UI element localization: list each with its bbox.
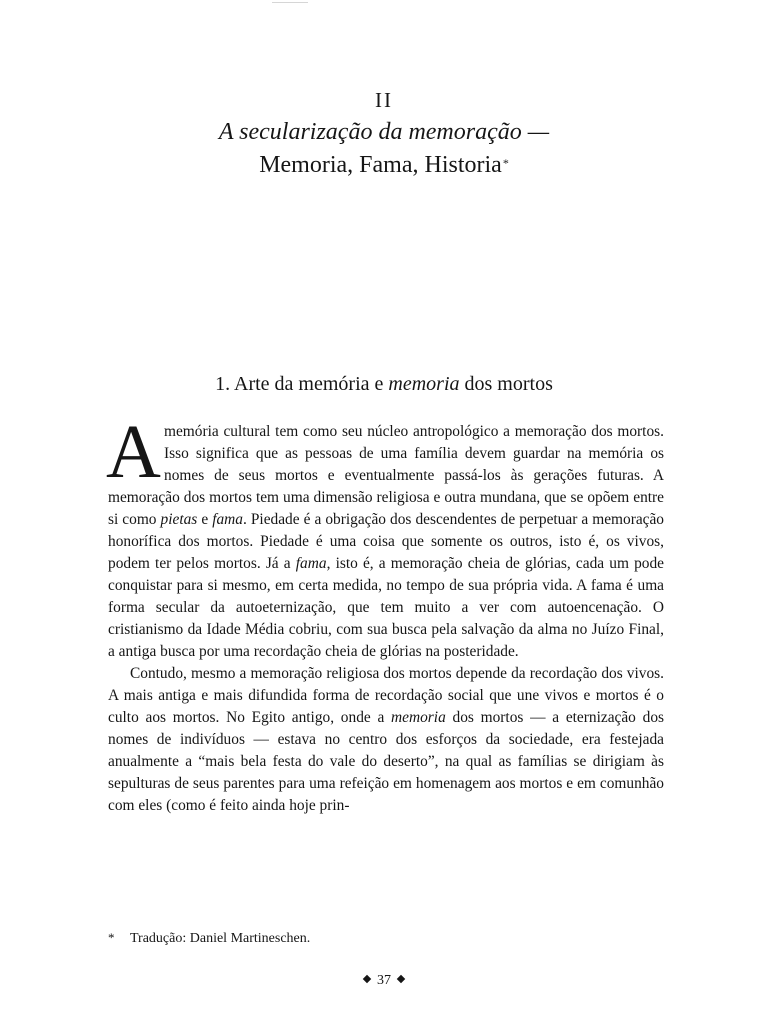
- paragraph-2: [108, 663, 664, 817]
- diamond-bullet-icon: [397, 975, 405, 983]
- page-number-line: [0, 972, 768, 990]
- paragraph-1-text-b: e: [197, 511, 213, 528]
- chapter-title-italic: A secularização da memoração —: [218, 119, 550, 145]
- footnote: [108, 929, 310, 948]
- diamond-bullet-icon: [363, 975, 371, 983]
- paragraph-2-text-a: Contudo, mesmo a memoração religiosa dos mortos depende da recordação dos vivos. A mais antiga e mais difundida forma de recordação social que une vivos e mortos é o culto aos mortos. No Egito antigo, onde a: [108, 665, 664, 726]
- paragraph-1: [106, 410, 665, 663]
- paragraph-1-text-d: , isto é, a memoração cheia de glórias, cada um pode conquistar para si mesmo, em certa medida, no tempo de sua própria vida. A fama é uma forma secular da autoeternização, que tem muito a ver com autoencenação. O cristianismo da Idade Média cobriu, com sua busca pela salvação da alma no Juízo Final, a antiga busca por uma recordação cheia de glórias na posteridade.: [108, 555, 664, 660]
- chapter-number: II: [375, 88, 393, 112]
- section-heading-italic: memoria: [388, 373, 460, 395]
- section-heading: [0, 371, 768, 397]
- paragraph-2-text-b: dos mortos — a eternização dos nomes de indivíduos — estava no centro dos esforços da sociedade, era festejada anualmente a “mais bela festa do vale do deserto”, na qual as famílias se dirigiam às sepulturas de seus parentes para uma refeição em homenagem aos mortos e em comunhão com eles (como é feito ainda hoje prin-: [108, 709, 665, 814]
- paragraph-1-italic-pietas: pietas: [160, 511, 198, 528]
- footnote-marker: *: [108, 930, 115, 945]
- page-number: 37: [377, 973, 391, 988]
- chapter-title: [0, 117, 768, 180]
- paragraph-1-text-c: . Piedade é a obrigação dos descendentes de perpetuar a memoração honorífica dos mortos. Piedade é uma coisa que somente os outros, isto é, os vivos, podem ter pelos mortos. Já a: [108, 511, 665, 572]
- paragraph-1-italic-fama: fama: [212, 511, 243, 528]
- chapter-footnote-marker[interactable]: *: [502, 156, 509, 170]
- top-edge-mark: [272, 2, 308, 3]
- paragraph-1-italic-fama-2: fama: [295, 555, 327, 572]
- section-heading-part2: dos mortos: [459, 373, 553, 395]
- paragraph-1-text-a: memória cultural tem como seu núcleo antropológico a memoração dos mortos. Isso significa que as pessoas de uma família devem guardar na memória os nomes de seus mortos e eventualmente passá-los às gerações futuras. A memoração dos mortos tem uma dimensão religiosa e outra mundana, que se opõem entre si como: [108, 423, 664, 528]
- chapter-title-roman: Memoria, Fama, Historia: [259, 152, 502, 178]
- body-text: [106, 410, 665, 817]
- chapter-title-roman-line: [0, 148, 768, 180]
- drop-cap: A: [106, 410, 161, 494]
- section-heading-part1: 1. Arte da memória e: [215, 373, 389, 395]
- footnote-text: Tradução: Daniel Martineschen.: [130, 931, 311, 946]
- paragraph-2-italic-memoria: memoria: [391, 709, 446, 726]
